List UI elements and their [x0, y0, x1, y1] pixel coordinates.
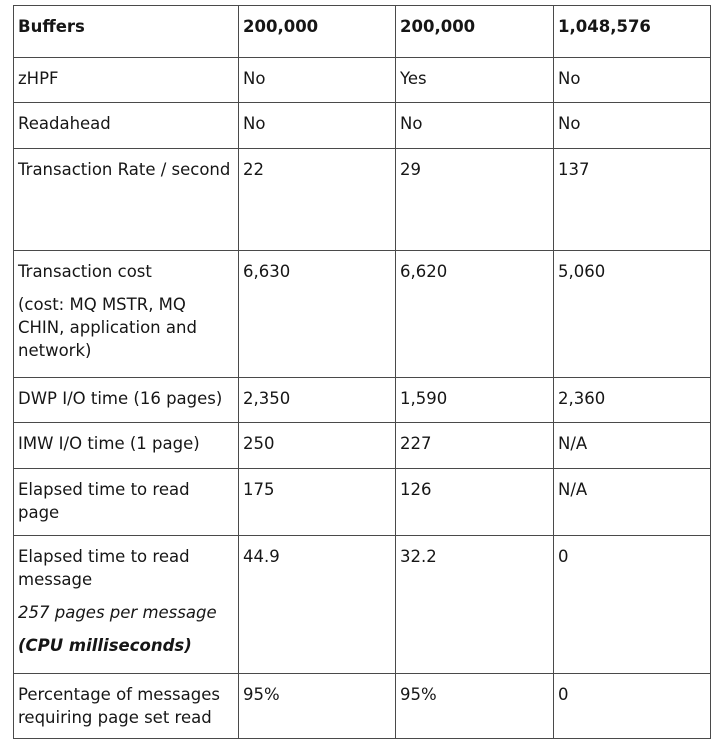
- table-cell: No: [396, 103, 554, 149]
- row-note: 257 pages per message: [18, 603, 217, 622]
- table-cell: No: [239, 58, 396, 103]
- row-label: IMW I/O time (1 page): [14, 423, 239, 469]
- table-cell: 175: [239, 469, 396, 536]
- table-cell: 6,620: [396, 251, 554, 378]
- table-row-elapsed-time-page: [14, 469, 711, 536]
- table-cell: 5,060: [554, 251, 711, 378]
- table-row-dwp-io-time: [14, 378, 711, 423]
- row-note: (cost: MQ MSTR, MQ CHIN, application and network): [18, 295, 197, 360]
- row-label: Percentage of messages requiring page set read: [14, 674, 239, 739]
- row-note-units: (CPU milliseconds): [18, 636, 192, 655]
- table-cell: No: [554, 103, 711, 149]
- row-label: Transaction cost: [18, 262, 152, 281]
- row-label: Elapsed time to read message: [18, 547, 190, 589]
- row-label: Elapsed time to read page: [14, 469, 239, 536]
- header-cell-col3: 1,048,576: [554, 6, 711, 58]
- header-cell-col2: 200,000: [396, 6, 554, 58]
- table-row-zhpf: [14, 58, 711, 103]
- header-row: [14, 6, 711, 58]
- header-cell-buffers: Buffers: [14, 6, 239, 58]
- table-row-elapsed-time-message: [14, 536, 711, 674]
- header-cell-col1: 200,000: [239, 6, 396, 58]
- table-cell: 250: [239, 423, 396, 469]
- row-label: DWP I/O time (16 pages): [14, 378, 239, 423]
- table-cell: 32.2: [396, 536, 554, 674]
- table-cell: 95%: [396, 674, 554, 739]
- results-table: [13, 5, 711, 739]
- table-cell: 22: [239, 149, 396, 251]
- table-cell: 2,350: [239, 378, 396, 423]
- table-cell: 95%: [239, 674, 396, 739]
- table-cell: No: [239, 103, 396, 149]
- table-cell: 0: [554, 536, 711, 674]
- table-cell: Yes: [396, 58, 554, 103]
- row-label: zHPF: [14, 58, 239, 103]
- table-cell: 0: [554, 674, 711, 739]
- table-cell: No: [554, 58, 711, 103]
- table-cell: 1,590: [396, 378, 554, 423]
- table-cell: N/A: [554, 469, 711, 536]
- table-row-percentage-messages: [14, 674, 711, 739]
- table-cell: 2,360: [554, 378, 711, 423]
- table-cell: 6,630: [239, 251, 396, 378]
- table-cell: 126: [396, 469, 554, 536]
- table-row-transaction-cost: [14, 251, 711, 378]
- table-row-transaction-rate: [14, 149, 711, 251]
- row-label-cell: [14, 536, 239, 674]
- table-cell: 137: [554, 149, 711, 251]
- row-label: Readahead: [14, 103, 239, 149]
- table-row-readahead: [14, 103, 711, 149]
- row-label: Transaction Rate / second: [14, 149, 239, 251]
- table-cell: 227: [396, 423, 554, 469]
- row-label-cell: [14, 251, 239, 378]
- table-cell: 29: [396, 149, 554, 251]
- table-row-imw-io-time: [14, 423, 711, 469]
- table-cell: N/A: [554, 423, 711, 469]
- table-cell: 44.9: [239, 536, 396, 674]
